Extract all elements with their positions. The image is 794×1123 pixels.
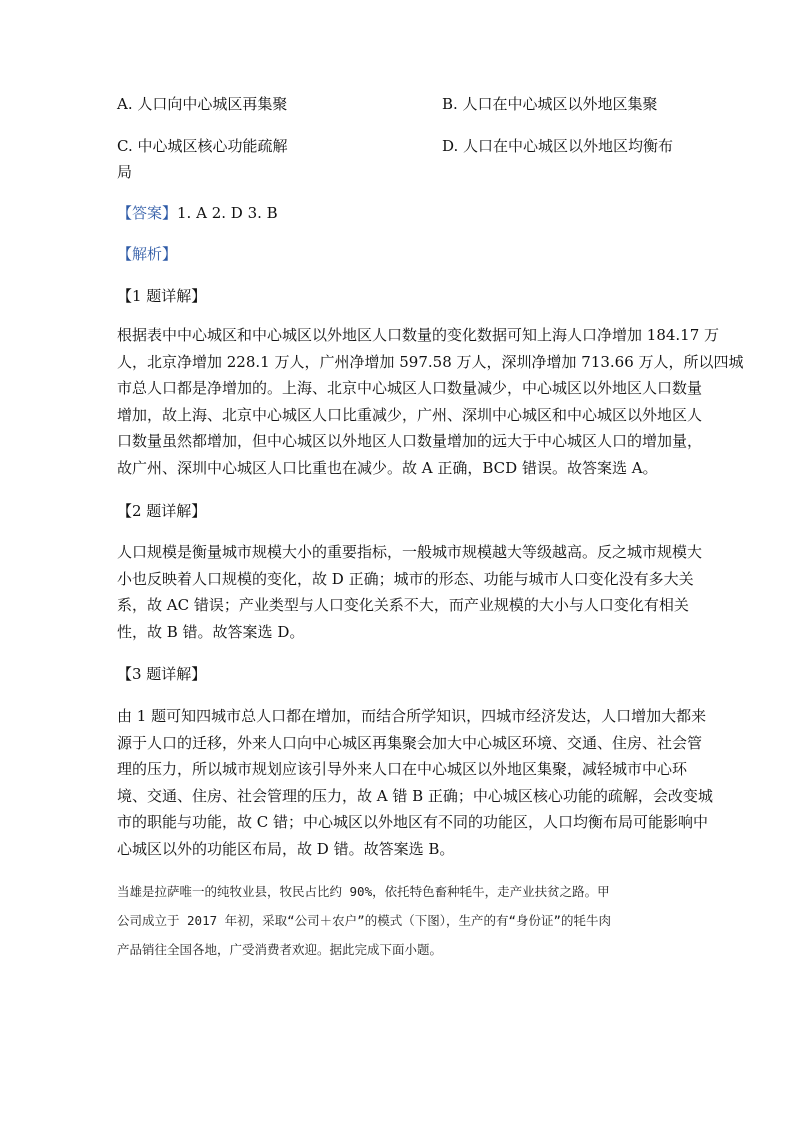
next-question-intro (117, 877, 679, 964)
q3-line: 由 1 题可知四城市总人口都在增加，而结合所学知识，四城市经济发达，人口增加大都来 (117, 707, 707, 725)
q3-line: 理的压力，所以城市规划应该引导外来人口在中心城区以外地区集聚，减轻城市中心环 (117, 760, 688, 778)
q3-heading: 【3 题详解】 (117, 665, 207, 683)
q2-heading: 【2 题详解】 (117, 502, 207, 520)
analysis-label: 【解析】 (117, 245, 178, 263)
q3-line: 源于人口的迁移，外来人口向中心城区再集聚会加大中心城区环境、交通、住房、社会管 (117, 733, 703, 752)
answer-line (117, 203, 278, 223)
q1-line: 故广州、深圳中心城区人口比重也在减少。故 A 正确，BCD 错误。故答案选 A。 (117, 458, 658, 477)
q1-line: 增加，故上海、北京中心城区人口比重减少，广州、深圳中心城区和中心城区以外地区人 (117, 405, 703, 424)
q3-line: 心城区以外的功能区布局，故 D 错。故答案选 B。 (117, 839, 455, 858)
q2-line: 人口规模是衡量城市规模大小的重要指标，一般城市规模越大等级越高。反之城市规模大 (117, 543, 703, 561)
q1-line: 根据表中中心城区和中心城区以外地区人口数量的变化数据可知上海人口净增加 184.17 万 (117, 326, 720, 344)
option-c: C. 中心城区核心功能疏解 (117, 137, 288, 155)
q2-line: 小也反映着人口规模的变化，故 D 正确；城市的形态、功能与城市人口变化没有多大关 (117, 569, 694, 588)
answer-text: 1. A 2. D 3. B (177, 204, 278, 222)
answer-label: 【答案】 (117, 204, 178, 222)
q2-explanation (117, 539, 703, 645)
option-a: A. 人口向中心城区再集聚 (117, 95, 288, 113)
intro-line: 当雄是拉萨唯一的纯牧业县，牧民占比约 90%，依托特色畜种牦牛，走产业扶贫之路。甲 (117, 884, 610, 899)
option-d: D. 人口在中心城区以外地区均衡布 (442, 137, 674, 155)
q3-explanation (117, 703, 713, 862)
q1-explanation (117, 322, 744, 481)
q3-line: 市的职能与功能，故 C 错；中心城区以外地区有不同的功能区，人口均衡布局可能影响中 (117, 813, 709, 831)
q1-heading: 【1 题详解】 (117, 287, 207, 305)
q3-line: 境、交通、住房、社会管理的压力，故 A 错 B 正确；中心城区核心功能的疏解，会改变城 (117, 786, 713, 805)
intro-line: 公司成立于 2017 年初，采取“公司＋农户”的模式（下图），生产的有“身份证”的牦牛肉 (117, 913, 612, 928)
q2-line: 性，故 B 错。故答案选 D。 (117, 622, 305, 641)
q2-line: 系，故 AC 错误；产业类型与人口变化关系不大，而产业规模的大小与人口变化有相关 (117, 596, 689, 614)
option-b: B. 人口在中心城区以外地区集聚 (442, 95, 658, 113)
option-d-continuation: 局 (117, 163, 133, 181)
intro-line: 产品销往全国各地，广受消费者欢迎。据此完成下面小题。 (117, 942, 443, 957)
q1-line: 人，北京净增加 228.1 万人，广州净增加 597.58 万人，深圳净增加 713.66 万人，所以四城 (117, 352, 744, 371)
q1-line: 口数量虽然都增加，但中心城区以外地区人口数量增加的远大于中心城区人口的增加量， (117, 432, 703, 450)
q1-line: 市总人口都是净增加的。上海、北京中心城区人口数量减少，中心城区以外地区人口数量 (117, 379, 703, 397)
